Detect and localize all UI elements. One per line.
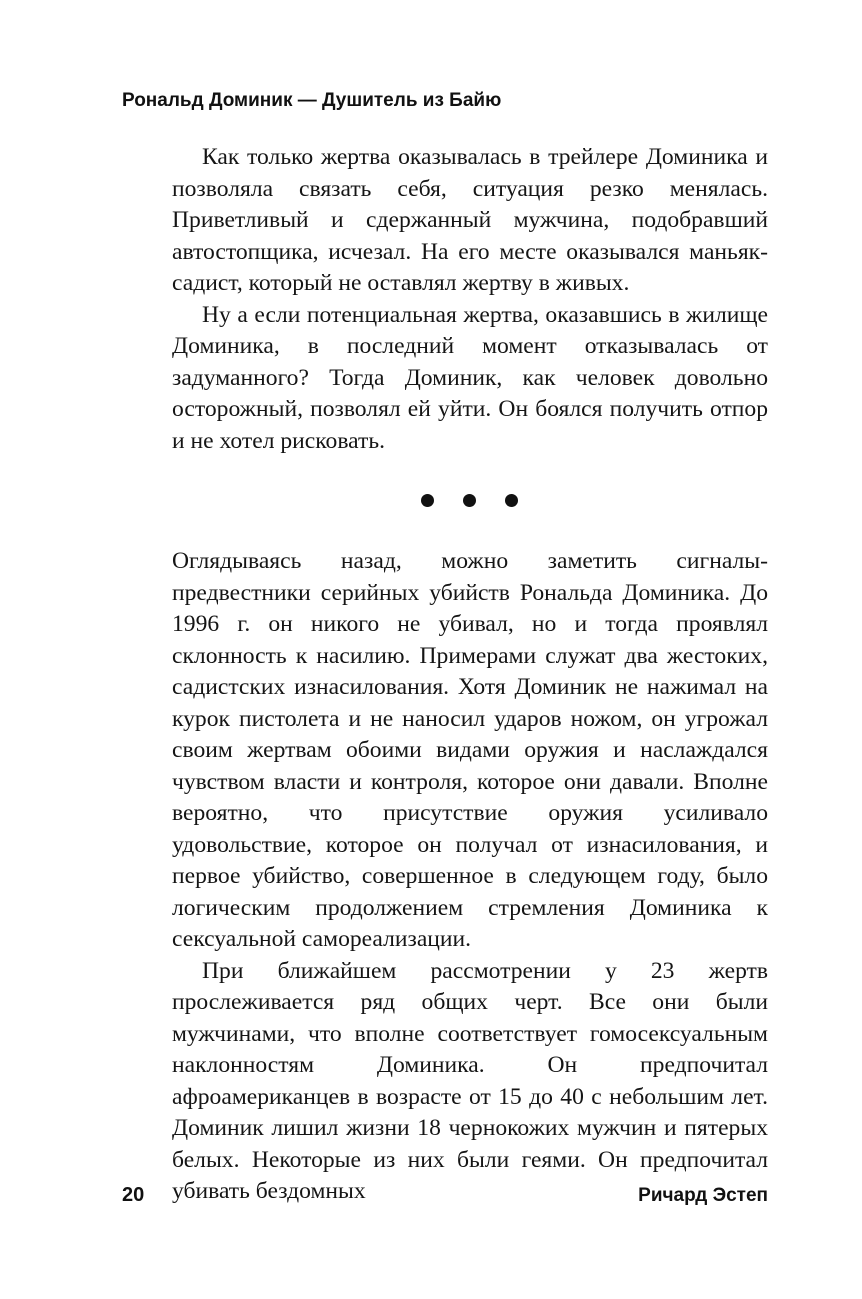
separator-dot xyxy=(463,494,476,507)
paragraph: Как только жертва оказывалась в трейлере Доминика и позволяла связать себя, ситуация резко менялась. Приветливый и сдержанный мужчина, подобравший автостопщика, исчезал. На его месте оказывался маньяк-садист, который не оставлял жертву в живых. xyxy=(172,144,768,296)
text-block-after-break xyxy=(172,546,768,1208)
paragraph: Оглядываясь назад, можно заметить сигналы-предвестники серийных убийств Рональда Доминика. До 1996 г. он никого не убивал, но и тогда проявлял склонность к насилию. Примерами служат два жестоких, садистских изнасилования. Хотя Доминик не нажимал на курок пистолета и не наносил ударов ножом, он угрожал своим жертвам обоими видами оружия и наслаждался чувством власти и контроля, которое они давали. Вполне вероятно, что присутствие оружия усиливало удовольствие, которое он получал от изнасилования, и первое убийство, совершенное в следующем году, было логическим продолжением стремления Доминика к сексуальной самореализации. xyxy=(172,548,768,952)
paragraph: Ну а если потенциальная жертва, оказавшись в жилище Доминика, в последний момент отказывалась от задуманного? Тогда Доминик, как человек довольно осторожный, позволял ей уйти. Он боялся получить отпор и не хотел рисковать. xyxy=(172,301,768,454)
text-block-before-break xyxy=(172,142,768,457)
section-break-dots xyxy=(419,490,519,512)
separator-dot xyxy=(421,494,434,507)
separator-dot xyxy=(505,494,518,507)
running-foot-author: Ричард Эстеп xyxy=(638,1185,768,1206)
page-number: 20 xyxy=(122,1184,145,1206)
paragraph: При ближайшем рассмотрении у 23 жертв прослеживается ряд общих черт. Все они были мужчинами, что вполне соответствует гомосексуальным наклонностям Доминика. Он предпочитал афроамериканцев в возрасте от 15 до 40 с небольшим лет. Доминик лишил жизни 18 чернокожих мужчин и пятерых белых. Некоторые из них были геями. Он предпочитал убивать бездомных xyxy=(172,957,768,1204)
running-head-title: Рональд Доминик — Душитель из Байю xyxy=(122,90,502,111)
